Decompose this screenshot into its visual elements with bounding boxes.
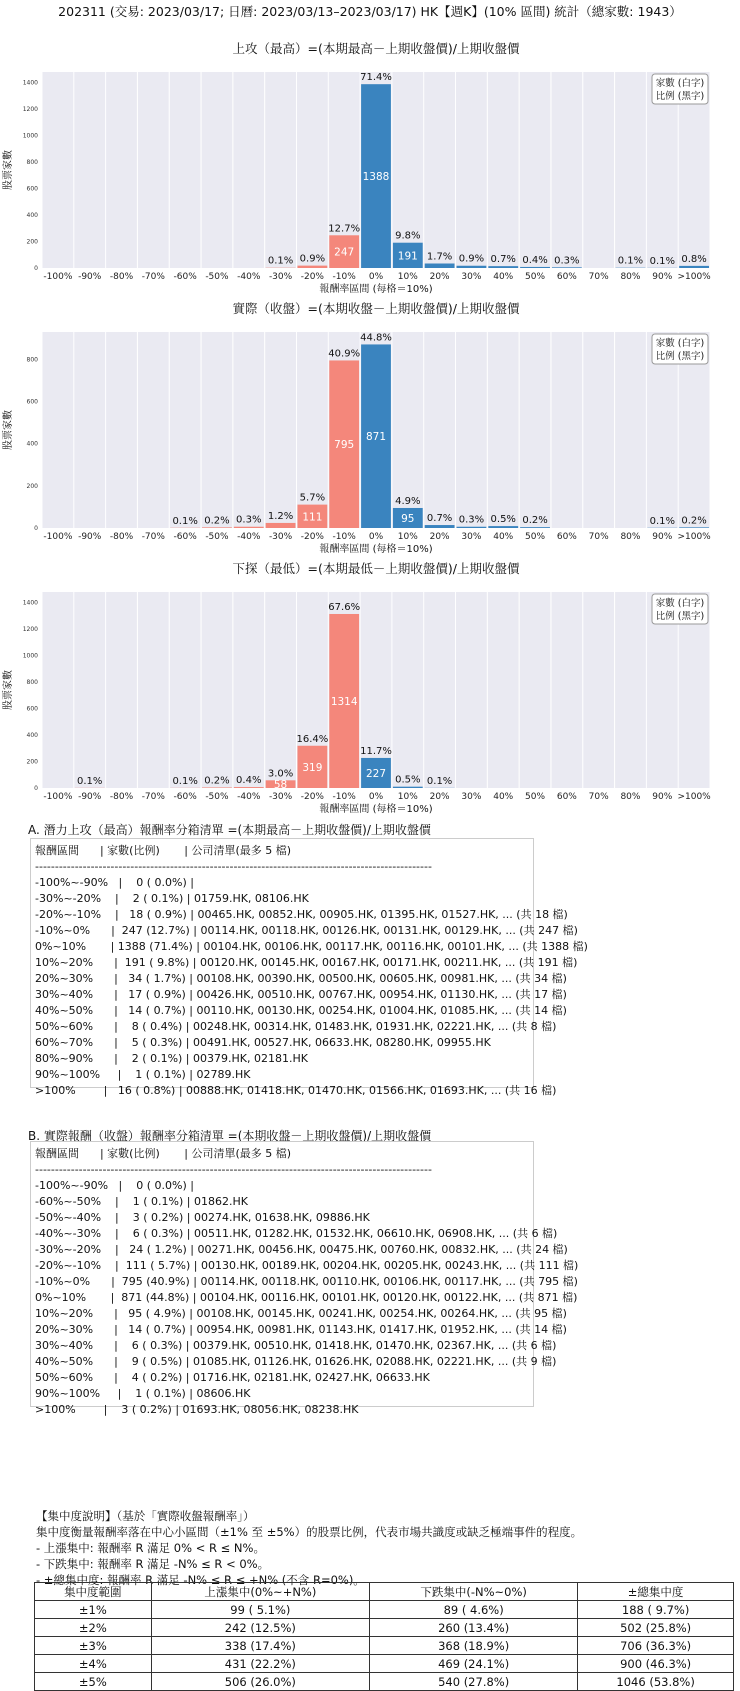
x-tick-label: -90%: [78, 272, 102, 282]
list-line: 50%~60% | 8 ( 0.4%) | 00248.HK, 00314.HK, 01483.HK, 01931.HK, 02221.HK, ... (共 8 檔): [35, 1019, 529, 1035]
x-tick-label: -20%: [301, 792, 325, 802]
bar-pct-label: 0.2%: [522, 515, 547, 526]
bar-pct-label: 0.5%: [491, 514, 516, 525]
table-cell: ±2%: [35, 1619, 152, 1637]
list-line: 報酬區間 | 家數(比例) | 公司清單(最多 5 檔): [35, 843, 529, 859]
bar-pct-label: 0.3%: [236, 515, 261, 526]
x-tick-label: -10%: [333, 792, 357, 802]
bar-pct-label: 0.3%: [459, 515, 484, 526]
list-line: 30%~40% | 6 ( 0.3%) | 00379.HK, 00510.HK, 01418.HK, 01470.HK, 02367.HK, ... (共 6 檔): [35, 1338, 529, 1354]
bar-pct-label: 1.7%: [427, 251, 452, 262]
x-tick-label: 80%: [620, 792, 640, 802]
x-tick-label: -90%: [78, 792, 102, 802]
y-tick-label: 1400: [23, 80, 38, 87]
bar: [520, 267, 550, 268]
x-tick-label: -40%: [237, 532, 261, 542]
bar-pct-label: 0.2%: [681, 515, 706, 526]
legend: [652, 74, 708, 104]
x-tick-label: -80%: [110, 272, 134, 282]
x-tick-label: 80%: [620, 532, 640, 542]
x-tick-label: 50%: [525, 792, 545, 802]
x-tick-label: 30%: [461, 272, 481, 282]
concentration-note-line: - ±總集中度: 報酬率 R 滿足 -N% ≤ R ≤ +N% (不含 R=0%)。: [36, 1572, 582, 1588]
x-axis-label: 報酬率區間 (每格＝10%): [319, 282, 432, 295]
bar-pct-label: 0.4%: [522, 255, 547, 266]
bar-count-label: 795: [334, 439, 354, 451]
list-line: -10%~0% | 247 (12.7%) | 00114.HK, 00118.HK, 00126.HK, 00131.HK, 00129.HK, ... (共 247 檔): [35, 923, 529, 939]
x-tick-label: 50%: [525, 272, 545, 282]
legend-entry: 家數 (白字): [656, 597, 704, 609]
legend-entry: 家數 (白字): [656, 77, 704, 89]
table-cell: 89 ( 4.6%): [370, 1601, 578, 1619]
x-tick-label: -70%: [142, 792, 166, 802]
chart-down-probe: [0, 558, 740, 814]
x-tick-label: -50%: [205, 792, 229, 802]
y-tick-label: 1400: [23, 600, 38, 607]
bar-pct-label: 0.1%: [77, 776, 102, 787]
y-tick-label: 1200: [23, 626, 38, 633]
list-line: 20%~30% | 34 ( 1.7%) | 00108.HK, 00390.HK, 00500.HK, 00605.HK, 00981.HK, ... (共 34 檔): [35, 971, 529, 987]
y-tick-label: 800: [27, 159, 39, 166]
x-tick-label: -60%: [174, 792, 198, 802]
concentration-header-row: [35, 1583, 734, 1601]
table-cell: 338 (17.4%): [151, 1637, 369, 1655]
x-tick-label: 40%: [493, 532, 513, 542]
list-line: -20%~-10% | 111 ( 5.7%) | 00130.HK, 00189.HK, 00204.HK, 00205.HK, 00243.HK, ... (共 111 檔): [35, 1258, 529, 1274]
y-tick-label: 800: [27, 679, 39, 686]
list-line: 90%~100% | 1 ( 0.1%) | 02789.HK: [35, 1067, 529, 1083]
x-tick-label: 90%: [652, 532, 672, 542]
bar-pct-label: 12.7%: [328, 223, 360, 234]
x-tick-label: -100%: [43, 792, 72, 802]
chart-up-attack: [0, 38, 740, 294]
x-tick-label: -70%: [142, 532, 166, 542]
x-tick-label: 70%: [589, 272, 609, 282]
y-tick-label: 1000: [23, 653, 38, 660]
concentration-table: [34, 1582, 734, 1691]
list-line: -20%~-10% | 18 ( 0.9%) | 00465.HK, 00852.HK, 00905.HK, 01395.HK, 01527.HK, ... (共 18 檔): [35, 907, 529, 923]
table-cell: 99 ( 5.1%): [151, 1601, 369, 1619]
table-cell: ±3%: [35, 1637, 152, 1655]
chart-title: 下探（最低）=(本期最低－上期收盤價)/上期收盤價: [233, 561, 521, 576]
x-tick-label: 10%: [398, 532, 418, 542]
x-tick-label: -60%: [174, 272, 198, 282]
bar-pct-label: 0.2%: [204, 775, 229, 786]
list-line: 50%~60% | 4 ( 0.2%) | 01716.HK, 02181.HK, 02427.HK, 06633.HK: [35, 1370, 529, 1386]
table-cell: 706 (36.3%): [578, 1637, 734, 1655]
x-tick-label: -30%: [269, 532, 293, 542]
bar-pct-label: 0.9%: [300, 254, 325, 265]
list-line: -30%~-20% | 2 ( 0.1%) | 01759.HK, 08106.HK: [35, 891, 529, 907]
list-line: 0%~10% | 1388 (71.4%) | 00104.HK, 00106.HK, 00117.HK, 00116.HK, 00101.HK, ... (共 1388 檔): [35, 939, 529, 955]
page-title: 202311 (交易: 2023/03/17; 日曆: 2023/03/13–2023/03/17) HK【週K】(10% 區間) 統計（總家數: 1943）: [0, 2, 740, 20]
y-axis-label: 股票家數: [1, 670, 14, 710]
bar: [457, 527, 487, 528]
column-header: ±總集中度: [578, 1583, 734, 1601]
y-tick-label: 1200: [23, 106, 38, 113]
bar-pct-label: 0.1%: [650, 256, 675, 267]
section-b-title: B. 實際報酬（收盤）報酬率分箱清單 =(本期收盤－上期收盤價)/上期收盤價: [28, 1127, 431, 1144]
bar-count-label: 95: [401, 513, 414, 525]
bar: [679, 527, 709, 528]
x-tick-label: -70%: [142, 272, 166, 282]
bar: [552, 267, 582, 268]
list-line: -100%~-90% | 0 ( 0.0%) |: [35, 875, 529, 891]
bar-count-label: 111: [302, 511, 322, 523]
list-line: 30%~40% | 17 ( 0.9%) | 00426.HK, 00510.HK, 00767.HK, 00954.HK, 01130.HK, ... (共 17 檔): [35, 987, 529, 1003]
legend-entry: 比例 (黑字): [656, 350, 704, 362]
list-line: -40%~-30% | 6 ( 0.3%) | 00511.HK, 01282.HK, 01532.HK, 06610.HK, 06908.HK, ... (共 6 檔): [35, 1226, 529, 1242]
bar: [202, 787, 232, 788]
table-cell: 900 (46.3%): [578, 1655, 734, 1673]
x-tick-label: 30%: [461, 532, 481, 542]
x-tick-label: 60%: [557, 792, 577, 802]
chart-title: 上攻（最高）=(本期最高－上期收盤價)/上期收盤價: [233, 41, 521, 56]
x-tick-label: 0%: [369, 532, 384, 542]
x-tick-label: -30%: [269, 792, 293, 802]
legend-entry: 比例 (黑字): [656, 610, 704, 622]
y-tick-label: 200: [27, 759, 39, 766]
concentration-notes: [36, 1508, 582, 1588]
table-cell: 506 (26.0%): [151, 1673, 369, 1691]
list-line: 10%~20% | 191 ( 9.8%) | 00120.HK, 00145.HK, 00167.HK, 00171.HK, 00211.HK, ... (共 191 檔): [35, 955, 529, 971]
bar-pct-label: 11.7%: [360, 746, 392, 757]
x-tick-label: -20%: [301, 532, 325, 542]
legend: [652, 594, 708, 624]
table-cell: 502 (25.8%): [578, 1619, 734, 1637]
bar: [297, 266, 327, 268]
concentration-note-line: - 下跌集中: 報酬率 R 滿足 -N% ≤ R < 0%。: [36, 1556, 582, 1572]
x-tick-label: -40%: [237, 792, 261, 802]
x-tick-label: 80%: [620, 272, 640, 282]
x-tick-label: >100%: [677, 272, 711, 282]
column-header: 下跌集中(-N%~0%): [370, 1583, 578, 1601]
x-tick-label: 40%: [493, 272, 513, 282]
bar-count-label: 227: [366, 768, 386, 780]
x-tick-label: 90%: [652, 272, 672, 282]
section-a-title: A. 潛力上攻（最高）報酬率分箱清單 =(本期最高－上期收盤價)/上期收盤價: [28, 821, 431, 838]
concentration-note-line: 【集中度說明】（基於「實際收盤報酬率」）: [36, 1508, 582, 1524]
chart-title: 實際（收盤）=(本期收盤－上期收盤價)/上期收盤價: [233, 301, 521, 316]
list-line: -30%~-20% | 24 ( 1.2%) | 00271.HK, 00456.HK, 00475.HK, 00760.HK, 00832.HK, ... (共 24 檔): [35, 1242, 529, 1258]
y-tick-label: 1000: [23, 133, 38, 140]
x-tick-label: 10%: [398, 272, 418, 282]
bar-pct-label: 0.4%: [236, 775, 261, 786]
bar-pct-label: 67.6%: [328, 602, 360, 613]
bar-count-label: 58: [274, 779, 287, 791]
list-line: >100% | 3 ( 0.2%) | 01693.HK, 08056.HK, 08238.HK: [35, 1402, 529, 1418]
list-line: 0%~10% | 871 (44.8%) | 00104.HK, 00116.HK, 00101.HK, 00120.HK, 00122.HK, ... (共 871 檔): [35, 1290, 529, 1306]
bar-count-label: 1388: [363, 171, 390, 183]
bar: [488, 526, 518, 528]
x-tick-label: -60%: [174, 532, 198, 542]
x-tick-label: -10%: [333, 532, 357, 542]
table-cell: ±1%: [35, 1601, 152, 1619]
bar: [425, 525, 455, 528]
y-tick-label: 0: [34, 525, 38, 532]
concentration-note-line: - 上漲集中: 報酬率 R 滿足 0% < R ≤ N%。: [36, 1540, 582, 1556]
table-cell: 469 (24.1%): [370, 1655, 578, 1673]
bar-pct-label: 71.4%: [360, 72, 392, 83]
list-line: 40%~50% | 14 ( 0.7%) | 00110.HK, 00130.HK, 00254.HK, 01004.HK, 01085.HK, ... (共 14 檔): [35, 1003, 529, 1019]
x-axis-label: 報酬率區間 (每格＝10%): [319, 542, 432, 555]
bar: [234, 787, 264, 788]
x-tick-label: -80%: [110, 792, 134, 802]
y-tick-label: 0: [34, 785, 38, 792]
bar-pct-label: 0.8%: [681, 254, 706, 265]
list-line: ----------------------------------------------------------------------------------------------------: [35, 1162, 529, 1178]
x-tick-label: 10%: [398, 792, 418, 802]
table-row: [35, 1673, 734, 1691]
bar-pct-label: 0.1%: [618, 256, 643, 267]
bar-pct-label: 3.0%: [268, 768, 293, 779]
bar: [457, 266, 487, 268]
y-tick-label: 400: [27, 732, 39, 739]
x-tick-label: -20%: [301, 272, 325, 282]
x-tick-label: 60%: [557, 272, 577, 282]
x-tick-label: >100%: [677, 532, 711, 542]
bar: [266, 523, 296, 528]
bar-pct-label: 44.8%: [360, 332, 392, 343]
x-axis-label: 報酬率區間 (每格＝10%): [319, 802, 432, 815]
table-row: [35, 1655, 734, 1673]
x-tick-label: 20%: [430, 792, 450, 802]
x-tick-label: -90%: [78, 532, 102, 542]
bar: [488, 266, 518, 268]
bar: [202, 527, 232, 528]
x-tick-label: -80%: [110, 532, 134, 542]
bar: [234, 527, 264, 528]
section-b-list: [30, 1141, 534, 1407]
bar-pct-label: 0.7%: [491, 254, 516, 265]
x-tick-label: 0%: [369, 792, 384, 802]
bar-pct-label: 4.9%: [395, 496, 420, 507]
legend-entry: 家數 (白字): [656, 337, 704, 349]
y-tick-label: 200: [27, 483, 39, 490]
legend-entry: 比例 (黑字): [656, 90, 704, 102]
bar-pct-label: 0.1%: [650, 516, 675, 527]
bar: [425, 263, 455, 268]
bar-pct-label: 0.7%: [427, 513, 452, 524]
list-line: 90%~100% | 1 ( 0.1%) | 08606.HK: [35, 1386, 529, 1402]
x-tick-label: 50%: [525, 532, 545, 542]
list-line: -50%~-40% | 3 ( 0.2%) | 00274.HK, 01638.HK, 09886.HK: [35, 1210, 529, 1226]
y-tick-label: 400: [27, 441, 39, 448]
section-a-list: [30, 838, 534, 1088]
bar-count-label: 247: [334, 247, 354, 259]
bar-pct-label: 0.9%: [459, 254, 484, 265]
bar-count-label: 319: [302, 762, 322, 774]
column-header: 上漲集中(0%~+N%): [151, 1583, 369, 1601]
list-line: 10%~20% | 95 ( 4.9%) | 00108.HK, 00145.HK, 00241.HK, 00254.HK, 00264.HK, ... (共 95 檔): [35, 1306, 529, 1322]
list-line: -60%~-50% | 1 ( 0.1%) | 01862.HK: [35, 1194, 529, 1210]
bar-pct-label: 0.1%: [172, 516, 197, 527]
bar-count-label: 1314: [331, 696, 358, 708]
table-row: [35, 1637, 734, 1655]
x-tick-label: -50%: [205, 532, 229, 542]
y-tick-label: 400: [27, 212, 39, 219]
bar-count-label: 191: [398, 250, 418, 262]
table-cell: 368 (18.9%): [370, 1637, 578, 1655]
bar-pct-label: 1.2%: [268, 511, 293, 522]
y-axis-label: 股票家數: [1, 150, 14, 190]
x-tick-label: 40%: [493, 792, 513, 802]
bar-pct-label: 0.1%: [268, 256, 293, 267]
bar: [393, 787, 423, 788]
y-tick-label: 800: [27, 356, 39, 363]
bar-pct-label: 0.5%: [395, 775, 420, 786]
y-tick-label: 600: [27, 186, 39, 193]
table-cell: 540 (27.8%): [370, 1673, 578, 1691]
x-tick-label: 20%: [430, 272, 450, 282]
list-line: 40%~50% | 9 ( 0.5%) | 01085.HK, 01126.HK, 01626.HK, 02088.HK, 02221.HK, ... (共 9 檔): [35, 1354, 529, 1370]
list-line: 報酬區間 | 家數(比例) | 公司清單(最多 5 檔): [35, 1146, 529, 1162]
table-cell: 260 (13.4%): [370, 1619, 578, 1637]
x-tick-label: -100%: [43, 532, 72, 542]
y-tick-label: 0: [34, 265, 38, 272]
list-line: ----------------------------------------------------------------------------------------------------: [35, 859, 529, 875]
x-tick-label: 70%: [589, 792, 609, 802]
table-cell: ±5%: [35, 1673, 152, 1691]
x-tick-label: 30%: [461, 792, 481, 802]
y-tick-label: 600: [27, 706, 39, 713]
list-line: 20%~30% | 14 ( 0.7%) | 00954.HK, 00981.HK, 01143.HK, 01417.HK, 01952.HK, ... (共 14 檔): [35, 1322, 529, 1338]
table-cell: 188 ( 9.7%): [578, 1601, 734, 1619]
table-cell: 431 (22.2%): [151, 1655, 369, 1673]
concentration-note-line: 集中度衡量報酬率落在中心小區間（±1% 至 ±5%）的股票比例，代表市場共識度或缺乏極端事件的程度。: [36, 1524, 582, 1540]
list-line: >100% | 16 ( 0.8%) | 00888.HK, 01418.HK, 01470.HK, 01566.HK, 01693.HK, ... (共 16 檔): [35, 1083, 529, 1099]
column-header: 集中度範圍: [35, 1583, 152, 1601]
x-tick-label: 90%: [652, 792, 672, 802]
x-tick-label: -100%: [43, 272, 72, 282]
x-tick-label: -50%: [205, 272, 229, 282]
bar: [520, 527, 550, 528]
bar-pct-label: 16.4%: [296, 734, 328, 745]
x-tick-label: -40%: [237, 272, 261, 282]
bar-pct-label: 40.9%: [328, 348, 360, 359]
x-tick-label: 60%: [557, 532, 577, 542]
x-tick-label: -30%: [269, 272, 293, 282]
table-row: [35, 1619, 734, 1637]
bar-pct-label: 0.1%: [172, 776, 197, 787]
list-line: 80%~90% | 2 ( 0.1%) | 00379.HK, 02181.HK: [35, 1051, 529, 1067]
bar-pct-label: 0.1%: [427, 776, 452, 787]
bar: [679, 266, 709, 268]
bar-pct-label: 9.8%: [395, 231, 420, 242]
bar-pct-label: 5.7%: [300, 493, 325, 504]
x-tick-label: 70%: [589, 532, 609, 542]
x-tick-label: -10%: [333, 272, 357, 282]
table-cell: 1046 (53.8%): [578, 1673, 734, 1691]
x-tick-label: >100%: [677, 792, 711, 802]
table-cell: 242 (12.5%): [151, 1619, 369, 1637]
bar-count-label: 871: [366, 431, 386, 443]
list-line: -10%~0% | 795 (40.9%) | 00114.HK, 00118.HK, 00110.HK, 00106.HK, 00117.HK, ... (共 795 檔): [35, 1274, 529, 1290]
x-tick-label: 20%: [430, 532, 450, 542]
legend: [652, 334, 708, 364]
table-cell: ±4%: [35, 1655, 152, 1673]
chart-actual-close: [0, 298, 740, 554]
bar-pct-label: 0.3%: [554, 255, 579, 266]
list-line: 60%~70% | 5 ( 0.3%) | 00491.HK, 00527.HK, 06633.HK, 08280.HK, 09955.HK: [35, 1035, 529, 1051]
list-line: -100%~-90% | 0 ( 0.0%) |: [35, 1178, 529, 1194]
y-tick-label: 600: [27, 399, 39, 406]
y-tick-label: 200: [27, 239, 39, 246]
x-tick-label: 0%: [369, 272, 384, 282]
table-row: [35, 1601, 734, 1619]
y-axis-label: 股票家數: [1, 410, 14, 450]
bar-pct-label: 0.2%: [204, 515, 229, 526]
